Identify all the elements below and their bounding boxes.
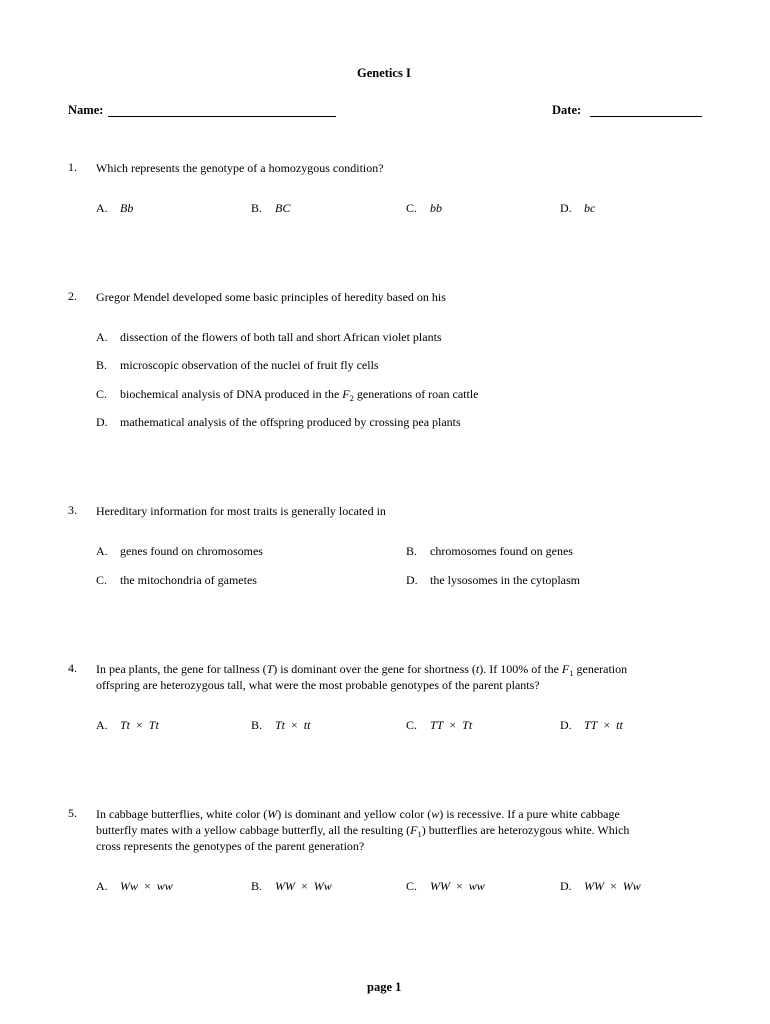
option-text: genes found on chromosomes: [120, 544, 263, 558]
option-letter: D.: [96, 415, 108, 429]
option-letter: C.: [406, 718, 418, 732]
option-text: biochemical analysis of DNA produced in the $F_2$ generations of roan cattle: [120, 387, 479, 403]
option-letter: D.: [560, 201, 572, 215]
option-letter: A.: [96, 201, 108, 215]
question-1-number: 1.: [68, 160, 77, 174]
question-5-text-line-3: cross represents the genotypes of the parent generation?: [96, 839, 365, 853]
option-text: WW × Ww: [275, 879, 332, 893]
name-field-line[interactable]: [108, 116, 336, 117]
option-letter: A.: [96, 544, 108, 558]
option-text: TT × tt: [584, 718, 623, 732]
option-text: Ww × ww: [120, 879, 173, 893]
option-text: mathematical analysis of the offspring produced by crossing pea plants: [120, 415, 461, 429]
option-text: dissection of the flowers of both tall and short African violet plants: [120, 330, 442, 344]
option-text: microscopic observation of the nuclei of fruit fly cells: [120, 358, 379, 372]
option-text: TT × Tt: [430, 718, 473, 732]
document-title: Genetics I: [357, 66, 411, 80]
option-text: Tt × tt: [275, 718, 311, 732]
option-letter: C.: [406, 201, 418, 215]
date-field-line[interactable]: [590, 116, 702, 117]
option-letter: B.: [406, 544, 418, 558]
option-letter: D.: [560, 718, 572, 732]
option-letter: A.: [96, 330, 108, 344]
question-5-number: 5.: [68, 806, 77, 820]
option-letter: A.: [96, 879, 108, 893]
question-2-text: Gregor Mendel developed some basic principles of heredity based on his: [96, 290, 446, 304]
question-4-text-line-2: offspring are heterozygous tall, what were the most probable genotypes of the parent plants?: [96, 678, 540, 692]
option-letter: D.: [406, 573, 418, 587]
date-label: Date:: [552, 103, 582, 117]
option-text: the mitochondria of gametes: [120, 573, 257, 587]
question-4-text-line-1: In pea plants, the gene for tallness (T) is dominant over the gene for shortness (t). If 100% of the $F_1$ generation: [96, 662, 628, 678]
question-4-number: 4.: [68, 661, 77, 675]
option-letter: B.: [251, 201, 263, 215]
question-5-text-line-1: In cabbage butterflies, white color (W) is dominant and yellow color (w) is recessive. If a pure white cabbage: [96, 807, 620, 821]
question-1-text: Which represents the genotype of a homozygous condition?: [96, 161, 384, 175]
option-letter: B.: [96, 358, 108, 372]
question-3-number: 3.: [68, 503, 77, 517]
option-text: Tt × Tt: [120, 718, 159, 732]
option-letter: C.: [406, 879, 418, 893]
option-text: WW × Ww: [584, 879, 641, 893]
option-text: the lysosomes in the cytoplasm: [430, 573, 580, 587]
option-letter: B.: [251, 718, 263, 732]
option-text: BC: [275, 201, 291, 215]
option-text: chromosomes found on genes: [430, 544, 573, 558]
name-label: Name:: [68, 103, 104, 117]
option-text: WW × ww: [430, 879, 485, 893]
option-letter: A.: [96, 718, 108, 732]
option-text: bb: [430, 201, 442, 215]
question-3-text: Hereditary information for most traits is generally located in: [96, 504, 386, 518]
page-number: page 1: [367, 980, 402, 994]
option-letter: C.: [96, 573, 108, 587]
option-letter: D.: [560, 879, 572, 893]
question-2-number: 2.: [68, 289, 77, 303]
option-text: bc: [584, 201, 596, 215]
question-5-text-line-2: butterfly mates with a yellow cabbage butterfly, all the resulting $(F_1)$ butterflies are heterozygous white. Which: [96, 823, 630, 839]
option-letter: C.: [96, 387, 108, 401]
option-letter: B.: [251, 879, 263, 893]
option-text: Bb: [120, 201, 134, 215]
